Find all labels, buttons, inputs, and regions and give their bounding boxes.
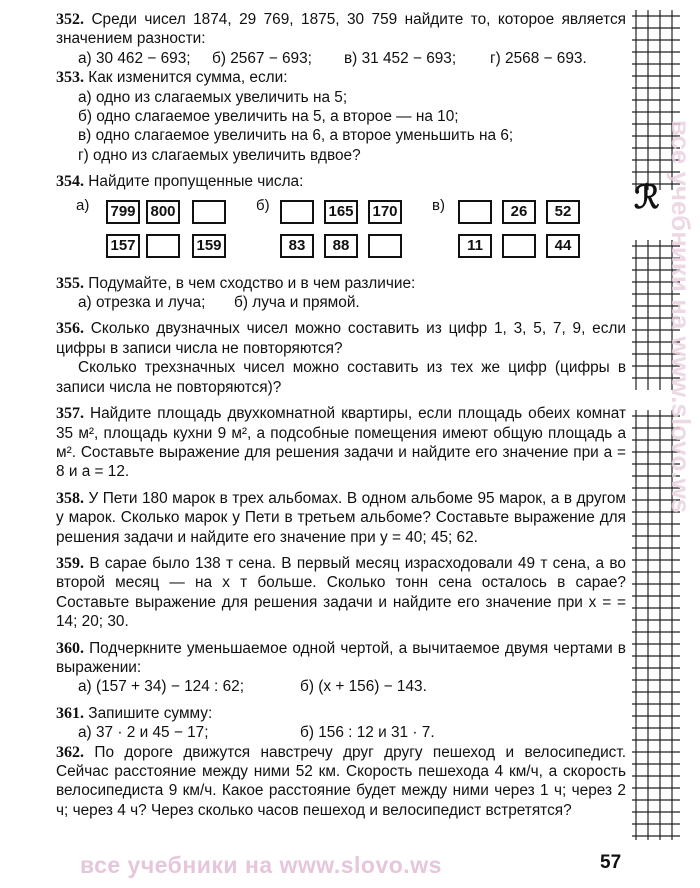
problem-353: [56, 68, 626, 87]
problem-356-part2: Сколько трехзначных чисел можно составить из тех же цифр (цифры в записи числа не повторяются)?: [56, 359, 626, 396]
number-box-empty: [192, 200, 226, 224]
number-box: 83: [280, 234, 314, 258]
list-item: в) одно слагаемое увеличить на 6, а второе уменьшить на 6;: [78, 127, 514, 145]
option: а) отрезка и луча;: [78, 294, 206, 312]
problem-text: Найдите пропущенные числа:: [88, 173, 304, 191]
list-item: г) одно из слагаемых увеличить вдвое?: [78, 146, 361, 164]
problem-358: [56, 489, 626, 547]
problem-number: 354.: [56, 173, 84, 191]
problem-number: 361.: [56, 704, 84, 722]
problem-357: [56, 404, 626, 482]
page-number: 57: [600, 852, 622, 873]
problem-355: [56, 274, 626, 293]
footer-watermark: все учебники на www.slovo.ws: [80, 852, 442, 878]
problem-362: [56, 743, 626, 821]
number-box-empty: [458, 200, 492, 224]
problem-number: 353.: [56, 69, 84, 87]
option: в) 31 452 − 693;: [344, 49, 457, 67]
problem-361: [56, 704, 626, 723]
number-box: 159: [192, 234, 226, 258]
problem-number: 355.: [56, 274, 84, 292]
problem-number: 359.: [56, 554, 84, 572]
section-symbol: ℛ: [634, 179, 660, 215]
number-box: 44: [546, 234, 580, 258]
number-box: 52: [546, 200, 580, 224]
option: а) 37 · 2 и 45 − 17;: [78, 724, 209, 742]
problem-354: [56, 172, 626, 191]
list-item: а) одно из слагаемых увеличить на 5;: [78, 88, 348, 106]
number-box: 26: [502, 200, 536, 224]
problem-number: 357.: [56, 405, 84, 423]
problem-352: [56, 10, 626, 49]
option: б) 156 : 12 и 31 · 7.: [300, 724, 435, 742]
group-label: б): [256, 196, 270, 214]
option: а) 30 462 − 693;: [78, 49, 191, 67]
problem-text: Сколько двузначных чисел можно составить из цифр 1, 3, 5, 7, 9, если цифры в записи числа не повторяются?: [56, 320, 626, 357]
problem-text: Подумайте, в чем сходство и в чем различие:: [88, 274, 416, 292]
problem-text: По дороге движутся навстречу друг другу пешеход и велосипедист. Сейчас расстояние между ними 52 км. Скорость пешехода 4 км/ч, а скорость велосипедиста 9 км/ч. Какое расстояние будет между ними через 1 ч; через 2 ч; через 4 ч? Через сколько часов пешеход и велосипедист встретятся?: [56, 743, 627, 819]
problem-text: Подчеркните уменьшаемое одной чертой, а вычитаемое двумя чертами в выражении:: [56, 639, 626, 676]
number-box: 165: [324, 200, 358, 224]
list-item: б) одно слагаемое увеличить на 5, а второе — на 10;: [78, 108, 459, 126]
group-label: а): [76, 196, 90, 214]
problem-360: [56, 639, 626, 678]
problem-355-options: [56, 293, 626, 312]
number-box-empty: [368, 234, 402, 258]
problem-number: 352.: [56, 11, 84, 28]
problem-352-options: [56, 49, 626, 68]
number-box-empty: [502, 234, 536, 258]
problem-number: 358.: [56, 489, 84, 507]
option: б) (x + 156) − 143.: [300, 678, 427, 696]
side-watermark-text: все учебники на www.slovo.ws: [666, 120, 696, 514]
number-box-empty: [146, 234, 180, 258]
problem-text: Среди чисел 1874, 29 769, 1875, 30 759 найдите то, которое является значением разности:: [56, 11, 626, 48]
number-box: 170: [368, 200, 402, 224]
number-box: 88: [324, 234, 358, 258]
problem-number: 362.: [56, 743, 84, 761]
missing-number-boxes: [56, 196, 626, 266]
number-box: 800: [146, 200, 180, 224]
option: б) 2567 − 693;: [212, 49, 312, 67]
page-content: [56, 10, 626, 820]
number-box: 157: [106, 234, 140, 258]
number-box: 799: [106, 200, 140, 224]
group-label: в): [432, 196, 445, 214]
side-watermark: [646, 120, 696, 840]
problem-text: В сарае было 138 т сена. В первый месяц израсходовали 49 т сена, а во второй месяц — на x т больше. Сколько тонн сена осталось в сарае? Составьте выражение для решения задачи и найдите его значение при x = = 14; 20; 30.: [56, 554, 626, 631]
problem-text: Как изменится сумма, если:: [88, 69, 288, 87]
problem-356: [56, 319, 626, 358]
number-box: 11: [458, 234, 492, 258]
number-box-empty: [280, 200, 314, 224]
option: г) 2568 − 693.: [490, 49, 587, 67]
option: а) (157 + 34) − 124 : 62;: [78, 678, 244, 696]
problem-text: Запишите сумму:: [88, 704, 213, 722]
problem-360-options: [56, 677, 626, 696]
option: б) луча и прямой.: [234, 294, 360, 312]
problem-text: Найдите площадь двухкомнатной квартиры, если площадь обеих комнат 35 м², площадь кухни 9 м², а подсобные помещения имеют общую площадь a м². Составьте выражение для решения задачи и найдите его значение при a = 8 и a = 12.: [56, 405, 626, 481]
problem-361-options: [56, 723, 626, 742]
problem-text: У Пети 180 марок в трех альбомах. В одном альбоме 95 марок, а в другом y марок. Сколько марок у Пети в третьем альбоме? Составьте выражение для решения задачи и найдите его значение при y = 40; 45; 62.: [56, 489, 626, 546]
problem-number: 360.: [56, 639, 84, 657]
problem-353-items: [56, 88, 626, 166]
problem-359: [56, 554, 626, 632]
problem-number: 356.: [56, 320, 84, 338]
